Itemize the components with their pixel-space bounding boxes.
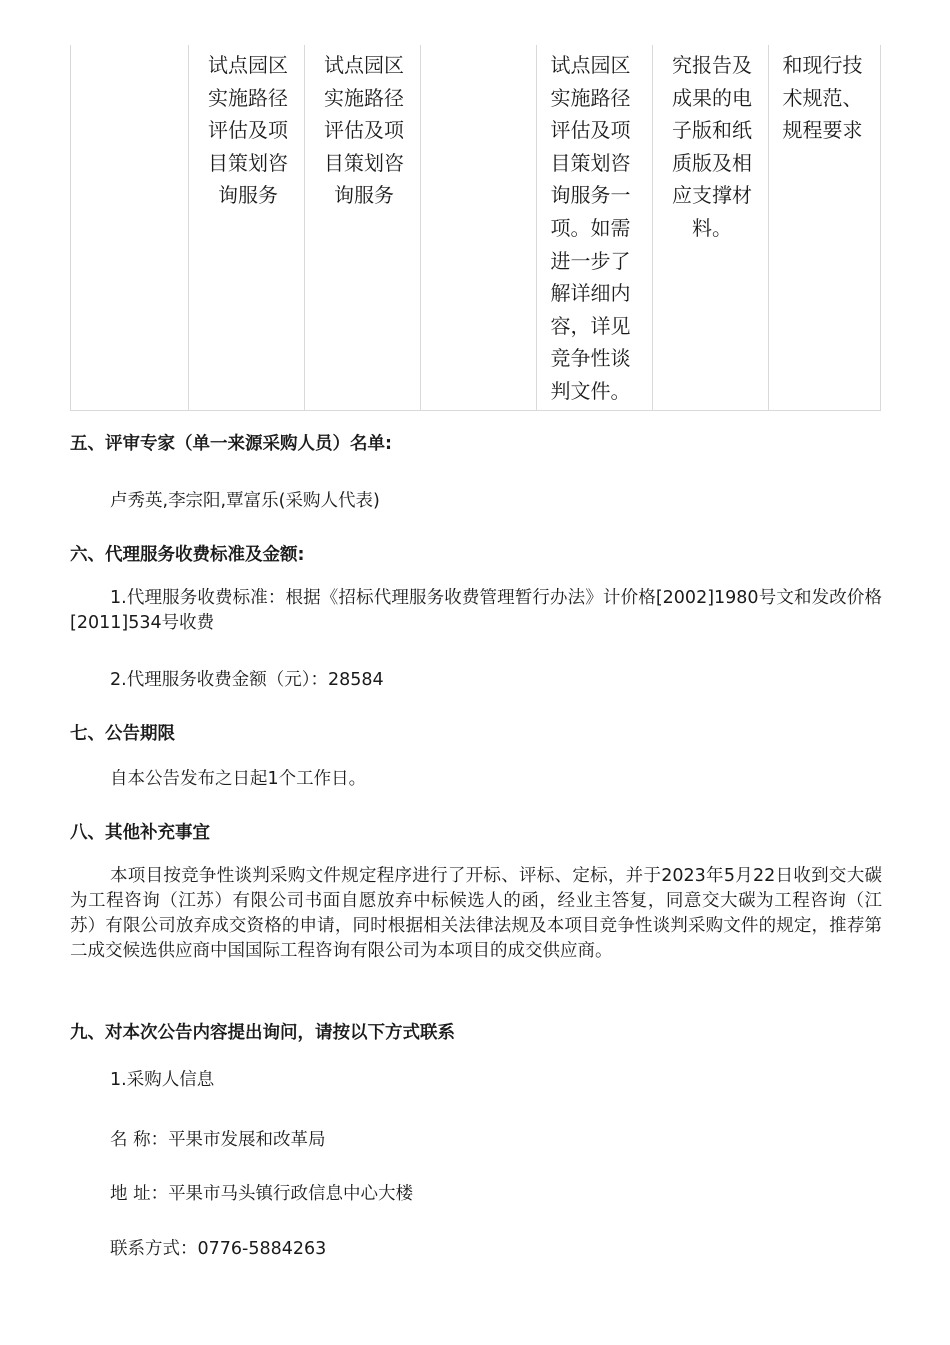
section-8-title: 八、其他补充事宜 bbox=[70, 823, 210, 843]
purchaser-contact: 联系方式：0776-5884263 bbox=[110, 1239, 327, 1259]
purchaser-info-heading: 1.采购人信息 bbox=[110, 1070, 215, 1090]
purchaser-name: 名 称：平果市发展和改革局 bbox=[110, 1130, 326, 1150]
table-cell-4 bbox=[420, 45, 536, 410]
section-7-title: 七、公告期限 bbox=[70, 724, 175, 744]
table-cell-6: 究报告及成果的电子版和纸质版及相应支撑材料。 bbox=[652, 45, 768, 410]
table-cell-5: 试点园区实施路径评估及项目策划咨询服务一项。如需进一步了解详细内容，详见竞争性谈判文件。 bbox=[536, 45, 652, 410]
purchaser-address: 地 址：平果市马头镇行政信息中心大楼 bbox=[110, 1184, 414, 1204]
section-5-title: 五、评审专家（单一来源采购人员）名单: bbox=[70, 434, 392, 454]
table-cell-7: 和现行技术规范、规程要求 bbox=[768, 45, 882, 410]
section-5-text: 卢秀英,李宗阳,覃富乐(采购人代表) bbox=[110, 491, 380, 511]
section-6-title: 六、代理服务收费标准及金额: bbox=[70, 545, 305, 565]
section-6-item-1: 1.代理服务收费标准：根据《招标代理服务收费管理暂行办法》计价格[2002]1980号文和发改价格[2011]534号收费 bbox=[70, 588, 882, 633]
section-7-text: 自本公告发布之日起1个工作日。 bbox=[110, 769, 367, 789]
project-table bbox=[70, 45, 881, 411]
table-row bbox=[71, 45, 882, 410]
project-table-grid bbox=[71, 45, 882, 410]
section-8-text: 本项目按竞争性谈判采购文件规定程序进行了开标、评标、定标，并于2023年5月22日收到交大碳为工程咨询（江苏）有限公司书面自愿放弃中标候选人的函，经业主答复，同意交大碳为工程咨询（江苏）有限公司放弃成交资格的申请，同时根据相关法律法规及本项目竞争性谈判采购文件的规定，推荐第二成交候选供应商中国国际工程咨询有限公司为本项目的成交供应商。 bbox=[70, 866, 882, 961]
table-cell-2: 试点园区实施路径评估及项目策划咨询服务 bbox=[188, 45, 304, 410]
section-6-item-2: 2.代理服务收费金额（元）：28584 bbox=[110, 670, 384, 690]
section-9-title: 九、对本次公告内容提出询问，请按以下方式联系 bbox=[70, 1023, 455, 1043]
table-cell-3: 试点园区实施路径评估及项目策划咨询服务 bbox=[304, 45, 420, 410]
table-cell-1 bbox=[71, 45, 188, 410]
